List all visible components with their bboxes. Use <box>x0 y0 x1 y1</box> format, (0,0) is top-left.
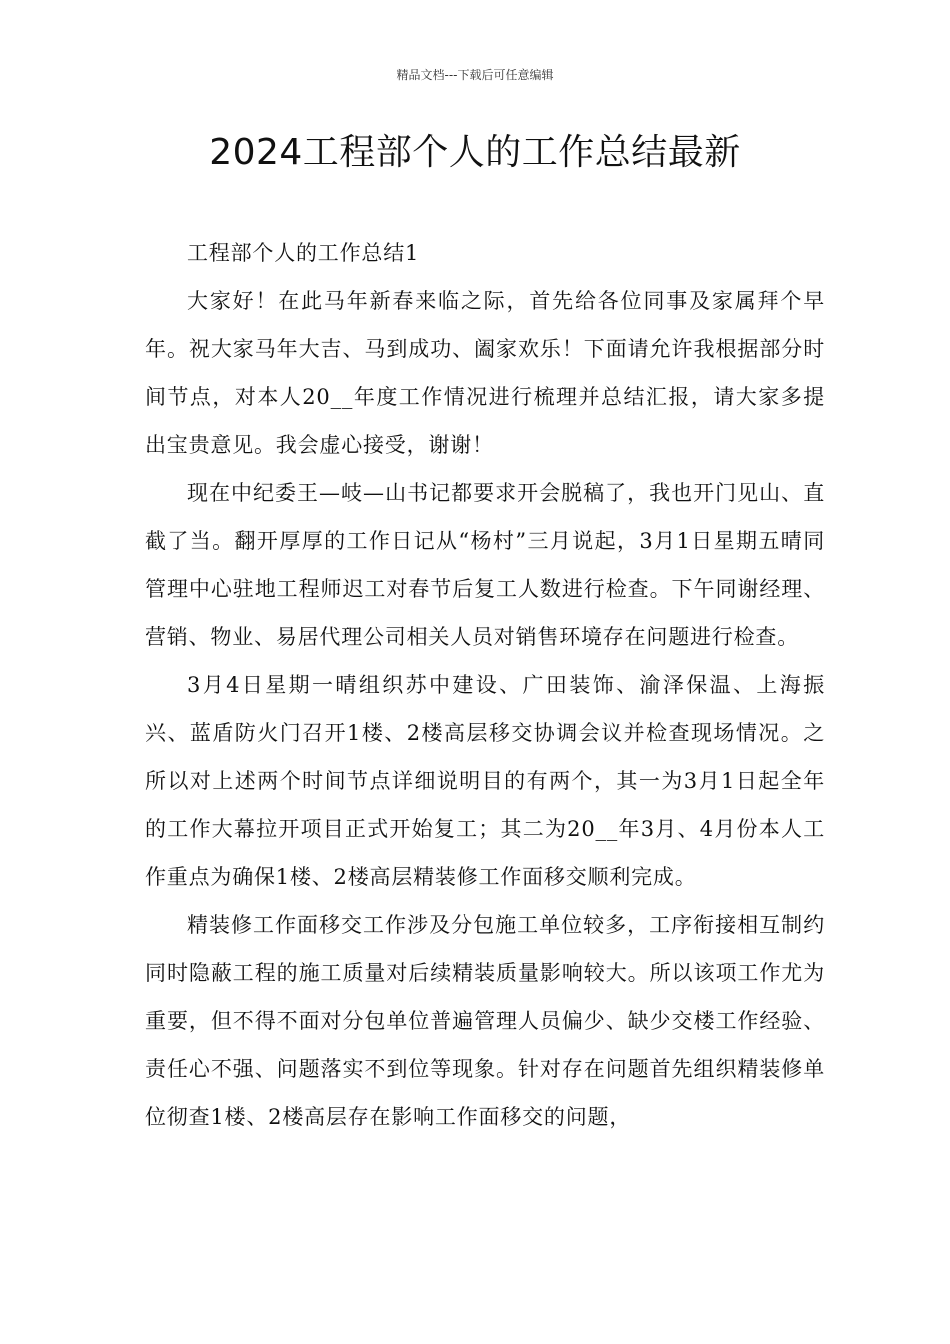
document-body <box>145 229 825 1141</box>
paragraph-handover: 精装修工作面移交工作涉及分包施工单位较多，工序衔接相互制约同时隐蔽工程的施工质量对后续精装质量影响较大。所以该项工作尤为重要，但不得不面对分包单位普遍管理人员偏少、缺少交楼工作经验、责任心不强、问题落实不到位等现象。针对存在问题首先组织精装修单位彻查1楼、2楼高层存在影响工作面移交的问题， <box>145 913 825 1129</box>
header-note: 精品文档---下载后可任意编辑 <box>396 68 554 82</box>
document-title: 2024工程部个人的工作总结最新 <box>209 132 741 173</box>
paragraph-greeting: 大家好！在此马年新春来临之际，首先给各位同事及家属拜个早年。祝大家马年大吉、马到成功、阖家欢乐！下面请允许我根据部分时间节点，对本人20__年度工作情况进行梳理并总结汇报，请大家多提出宝贵意见。我会虚心接受，谢谢！ <box>145 289 825 457</box>
section-heading: 工程部个人的工作总结1 <box>187 241 420 265</box>
paragraph-march-1: 现在中纪委王—岐—山书记都要求开会脱稿了，我也开门见山、直截了当。翻开厚厚的工作日记从“杨村”三月说起，3月1日星期五晴同管理中心驻地工程师迟工对春节后复工人数进行检查。下午同谢经理、营销、物业、易居代理公司相关人员对销售环境存在问题进行检查。 <box>145 481 825 649</box>
paragraph-march-4: 3月4日星期一晴组织苏中建设、广田装饰、渝泽保温、上海振兴、蓝盾防火门召开1楼、2楼高层移交协调会议并检查现场情况。之所以对上述两个时间节点详细说明目的有两个，其一为3月1日起全年的工作大幕拉开项目正式开始复工；其二为20__年3月、4月份本人工作重点为确保1楼、2楼高层精装修工作面移交顺利完成。 <box>145 673 825 889</box>
